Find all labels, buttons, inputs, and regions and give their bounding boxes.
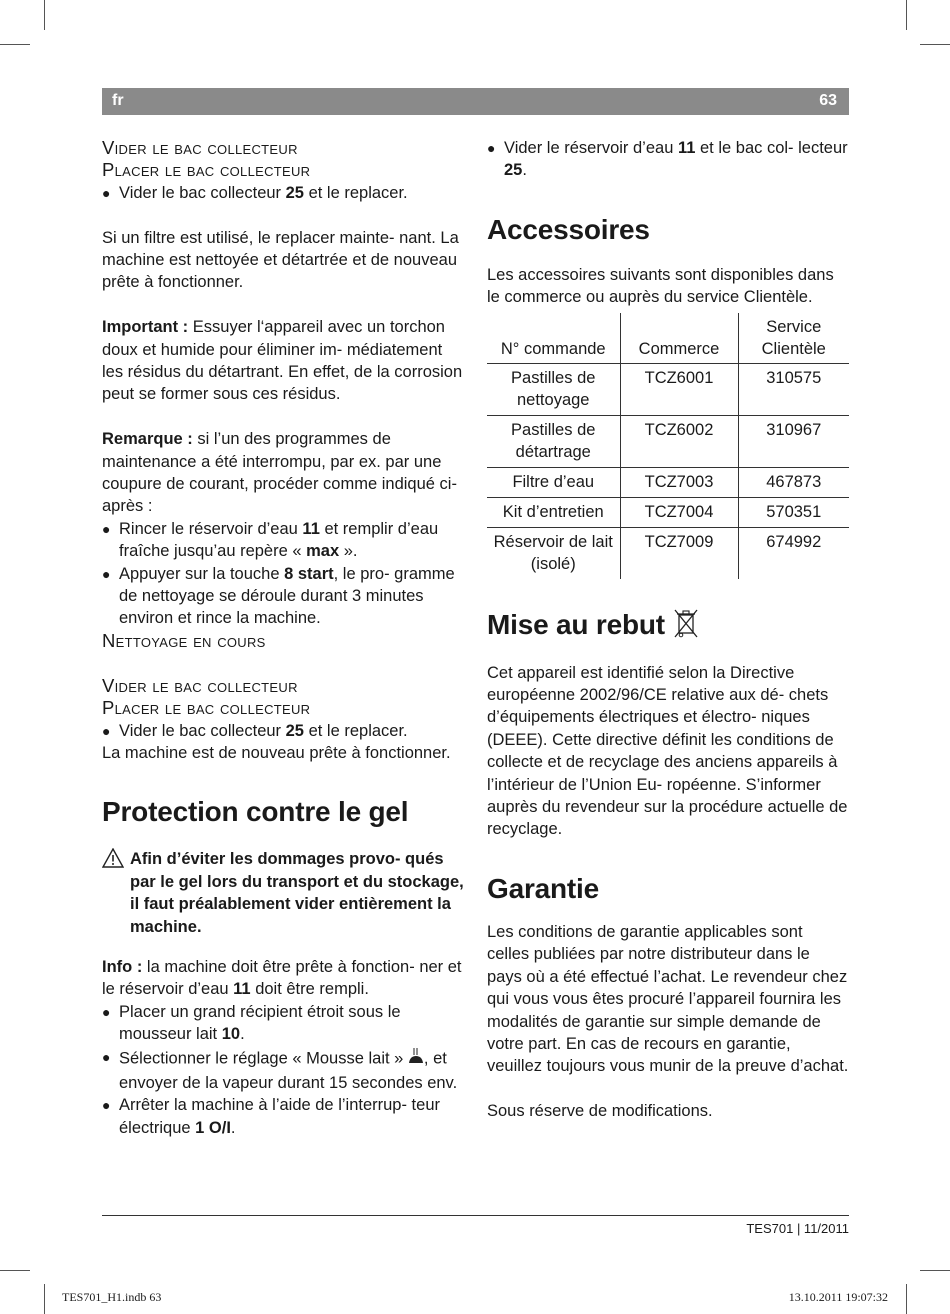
table-row [487, 497, 849, 527]
paragraph: Sous réserve de modifications. [487, 1102, 713, 1121]
crop-mark [44, 1284, 45, 1314]
bullet-item: ● Rincer le réservoir d’eau 11 et remplir d’eau fraîche jusqu’au repère « max ». [102, 518, 467, 563]
paragraph: La machine est de nouveau prête à fonctionner. [102, 743, 451, 762]
milk-foam-icon [408, 1046, 424, 1072]
crop-mark [920, 44, 950, 45]
page-header [102, 88, 849, 115]
table-cell: Réservoir de lait (isolé) [487, 527, 620, 579]
bullet-item: ● Arrêter la machine à l’aide de l’interrup- teur électrique 1 O/I. [102, 1094, 467, 1139]
page-number: 63 [819, 92, 837, 109]
table-cell: Kit d’entretien [487, 497, 620, 527]
bullet-item: ● Vider le bac collecteur 25 et le replacer. [102, 720, 467, 742]
display-message: Vider le bac collecteur [102, 137, 298, 158]
paragraph: Cet appareil est identifié selon la Directive européenne 2002/96/CE relative aux dé- chets d’équipements électriques et électro- niques (DEEE). Cette directive définit les conditions de collecte et de recyclage des anciens appareils à l’intérieur de l’Union Eu- ropéenne. S’informer auprès du revendeur sur la procédure actuelle de recyclage. [487, 663, 848, 839]
table-cell: TCZ7009 [620, 527, 738, 579]
table-header-cell: Commerce [620, 313, 738, 364]
display-message: Vider le bac collecteur [102, 674, 298, 696]
language-code: fr [112, 92, 124, 109]
table-cell: 310967 [738, 415, 849, 467]
accessories-table [487, 313, 849, 579]
warning-triangle-icon [102, 848, 124, 873]
display-message: Placer le bac collecteur [102, 159, 311, 181]
left-column [102, 137, 467, 1139]
info-note: Info : la machine doit être prête à fonction- ner et le réservoir d’eau 11 doit être rempli. [102, 957, 462, 999]
paragraph: Les conditions de garantie applicables sont celles publiées par notre distributeur dans le pays où a été effectué l’achat. Le revendeur chez qui vous vous êtes procuré l’appareil fournira les modalités de garantie sur simple demande de votre part. En cas de recours en garantie, veuillez toujours vous munir de la preuve d’achat. [487, 922, 849, 1076]
crossed-bin-icon [672, 605, 700, 648]
section-heading-accessories: Accessoires [487, 213, 650, 245]
table-cell: 674992 [738, 527, 849, 579]
table-cell: TCZ7003 [620, 467, 738, 497]
table-row [487, 415, 849, 467]
right-column [487, 137, 849, 1123]
important-note: Important : Essuyer l‘appareil avec un torchon doux et humide pour éliminer im- médiatement les résidus du détartrant. En effet, de la corrosion peut se former sous ces résidus. [102, 318, 463, 404]
crop-mark [906, 0, 907, 30]
crop-mark [920, 1270, 950, 1271]
table-cell: 570351 [738, 497, 849, 527]
warning-note: Afin d’éviter les dommages provo- qués par le gel lors du transport et du stockage, il faut préalablement vider entièrement la machine. [102, 848, 467, 938]
table-header-row [487, 313, 849, 364]
bullet-item: ● Placer un grand récipient étroit sous le mousseur lait 10. [102, 1001, 467, 1046]
paragraph: Si un filtre est utilisé, le replacer mainte- nant. La machine est nettoyée et détartrée et de nouveau prête à fonctionner. [102, 228, 459, 292]
print-slug-left: TES701_H1.indb 63 [62, 1290, 162, 1304]
footer-rule [102, 1215, 849, 1216]
table-cell: TCZ7004 [620, 497, 738, 527]
remark-note: Remarque : si l’un des programmes de maintenance a été interrompu, par ex. par une coupure de courant, procéder comme indiqué ci-après : [102, 430, 457, 516]
table-cell: TCZ6001 [620, 363, 738, 415]
table-cell: Filtre d’eau [487, 467, 620, 497]
section-heading-warranty: Garantie [487, 872, 599, 904]
table-header-cell: Service Clientèle [738, 313, 849, 364]
section-heading-frost: Protection contre le gel [102, 796, 409, 828]
table-row [487, 527, 849, 579]
table-cell: Pastilles de détartrage [487, 415, 620, 467]
crop-mark [906, 1284, 907, 1314]
crop-mark [0, 1270, 30, 1271]
display-message: Nettoyage en cours [102, 629, 266, 651]
footer-reference: TES701 | 11/2011 [746, 1221, 849, 1236]
table-cell: 310575 [738, 363, 849, 415]
section-heading-disposal: Mise au rebut [487, 605, 849, 648]
bullet-item: ● Vider le bac collecteur 25 et le replacer. [102, 182, 467, 204]
table-row [487, 363, 849, 415]
table-header-cell: N° commande [500, 339, 606, 358]
table-cell: Pastilles de nettoyage [487, 363, 620, 415]
bullet-item: ● Sélectionner le réglage « Mousse lait » , et envoyer de la vapeur durant 15 secondes env. [102, 1046, 467, 1095]
crop-mark [44, 0, 45, 30]
bullet-item: ● Appuyer sur la touche 8 start, le pro- gramme de nettoyage se déroule durant 3 minutes environ et rince la machine. [102, 563, 467, 630]
table-row [487, 467, 849, 497]
bullet-item: ● Vider le réservoir d’eau 11 et le bac col- lecteur 25. [487, 137, 849, 182]
paragraph: Les accessoires suivants sont disponibles dans le commerce ou auprès du service Clientèle. [487, 265, 834, 307]
print-slug-right: 13.10.2011 19:07:32 [788, 1290, 888, 1304]
table-cell: TCZ6002 [620, 415, 738, 467]
table-cell: 467873 [738, 467, 849, 497]
display-message: Placer le bac collecteur [102, 697, 311, 719]
crop-mark [0, 44, 30, 45]
